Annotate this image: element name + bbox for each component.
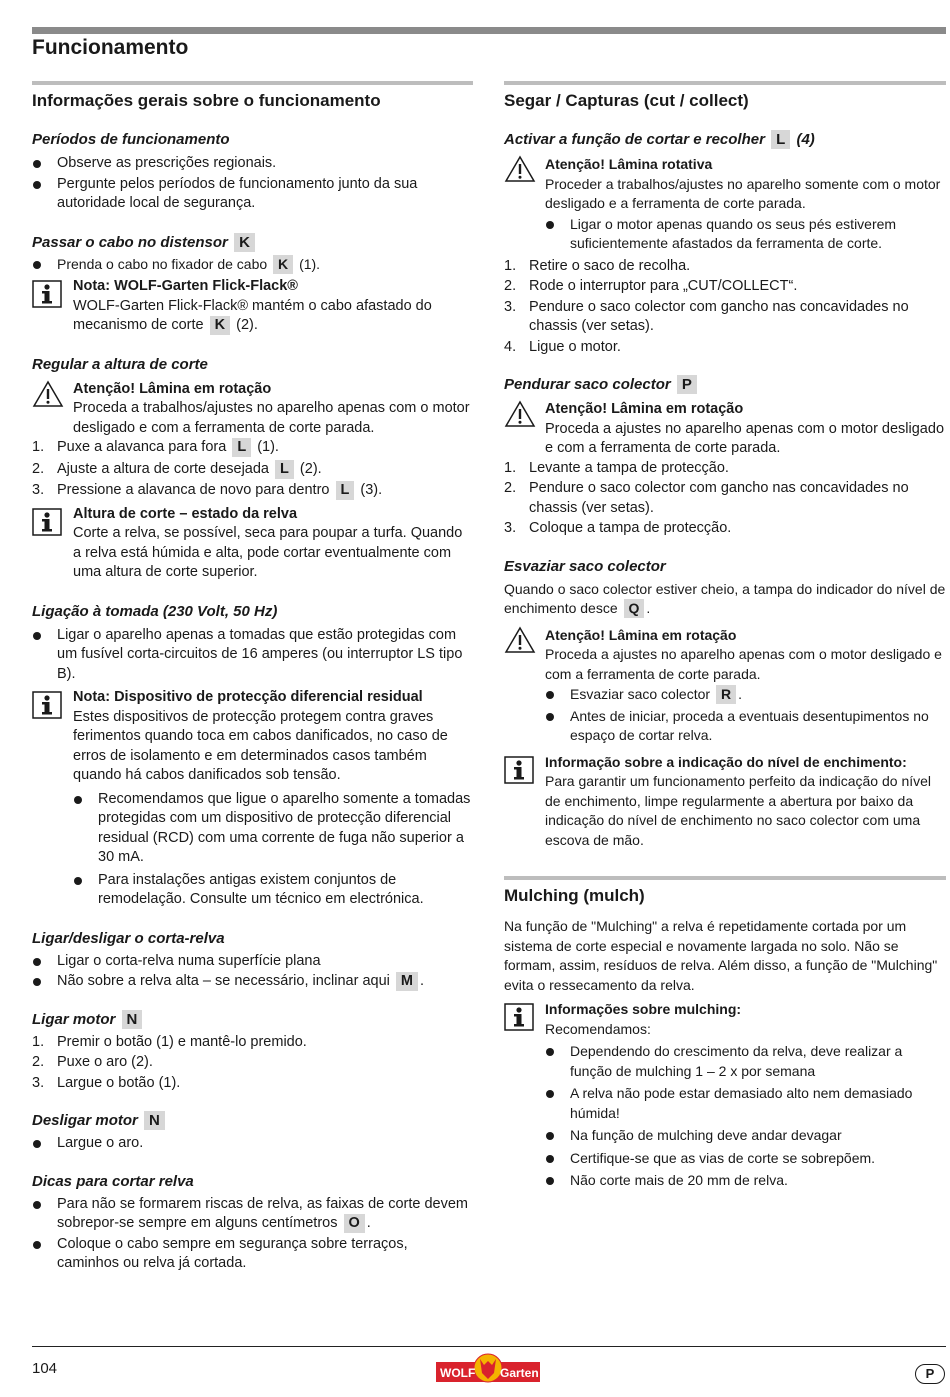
figure-key: L bbox=[771, 130, 790, 149]
step-text: Ligue o motor. bbox=[529, 338, 621, 355]
item-suffix: (1). bbox=[299, 255, 321, 272]
step bbox=[504, 459, 946, 479]
warning-title: Atenção! Lâmina em rotação bbox=[545, 626, 737, 643]
heading-cable bbox=[32, 233, 473, 253]
list-item: Para instalações antigas existem conjuntos de remodelação. Consulte um técnico em electrónica. bbox=[73, 871, 473, 910]
step-number: 3. bbox=[32, 1074, 45, 1091]
info-note bbox=[32, 277, 473, 336]
info-icon bbox=[504, 1003, 534, 1031]
item-text: Não sobre a relva alta – se necessário, inclinar aqui bbox=[57, 973, 390, 989]
footer-rule bbox=[32, 1346, 946, 1347]
list-item: Ligar o motor apenas quando os seus pés estiverem suficientemente afastados da ferramenta de corte. bbox=[545, 215, 946, 254]
section-title-cut-collect: Segar / Capturas (cut / collect) bbox=[504, 91, 749, 110]
note-title: Nota: Dispositivo de protecção diferencial residual bbox=[73, 689, 423, 705]
step bbox=[32, 1033, 473, 1053]
item-text: Para não se formarem riscas de relva, as faixas de corte devem sobrepor-se sempre em alguns centímetros bbox=[57, 1195, 469, 1231]
info-icon bbox=[32, 280, 62, 308]
info-icon bbox=[32, 691, 62, 719]
item-text: Prenda o cabo no fixador de cabo bbox=[57, 255, 268, 272]
step-number: 2. bbox=[504, 278, 517, 294]
list-item: Dependendo do crescimento da relva, deve realizar a função de mulching 1 – 2 x por semana bbox=[545, 1042, 946, 1081]
note-title: Altura de corte – estado da relva bbox=[73, 505, 298, 522]
figure-key: N bbox=[122, 1010, 143, 1029]
figure-key: L bbox=[336, 481, 355, 500]
step-text: Premir o botão (1) e mantê-lo premido. bbox=[57, 1033, 307, 1050]
info-note bbox=[504, 1000, 946, 1191]
step-text: Pressione a alavanca de novo para dentro bbox=[57, 482, 330, 498]
step bbox=[504, 257, 946, 277]
note-text: Estes dispositivos de protecção protegem contra graves ferimentos quando toca em cabos danificados, no caso de erros de isolamento e em determinados casos também quando há cabos danificados sob tensão. bbox=[73, 708, 448, 783]
note-text: WOLF-Garten Flick-Flack® mantém o cabo afastado do mecanismo de corte bbox=[73, 297, 432, 333]
step bbox=[504, 338, 946, 358]
step bbox=[32, 438, 473, 458]
list-item: Ligar o aparelho apenas a tomadas que estão protegidas com um fusível corta-circuitos de 16 amperes (ou interruptor LS tipo B). bbox=[32, 626, 473, 685]
language-badge: P bbox=[915, 1364, 945, 1384]
note-suffix: (2). bbox=[236, 317, 258, 333]
header-rule bbox=[32, 27, 946, 34]
step-number: 2. bbox=[32, 1054, 45, 1070]
step-text: Levante a tampa de protecção. bbox=[529, 459, 729, 476]
heading-tips: Dicas para cortar relva bbox=[32, 1172, 194, 1190]
step-number: 1. bbox=[504, 459, 517, 476]
heading-suffix: (4) bbox=[796, 131, 815, 148]
step-suffix: (1). bbox=[257, 439, 279, 455]
figure-key: L bbox=[275, 460, 294, 479]
heading-hang-bag bbox=[504, 375, 946, 395]
figure-key: O bbox=[344, 1214, 365, 1233]
step bbox=[32, 1074, 473, 1094]
step-number: 2. bbox=[32, 460, 45, 477]
heading-on-off: Ligar/desligar o corta-relva bbox=[32, 929, 225, 947]
heading-text: Pendurar saco colector bbox=[504, 376, 671, 393]
paragraph: Na função de "Mulching" a relva é repetidamente cortada por um sistema de corte especial e novamente largada no solo. Não se formam, assim, resíduos de relva. Além disso, a função de "Mulching" evita o ressecamento da relva. bbox=[504, 918, 938, 993]
step bbox=[504, 519, 946, 539]
step-text: Pendure o saco colector com gancho nas concavidades no chassis (ver setas). bbox=[529, 480, 909, 516]
warning-text: Proceda a ajustes no aparelho apenas com o motor desligado e com a ferramenta de corte parada. bbox=[545, 420, 945, 456]
heading-periods: Períodos de funcionamento bbox=[32, 131, 230, 148]
heading-stop-motor bbox=[32, 1111, 473, 1131]
paragraph-text: Quando o saco colector estiver cheio, a tampa do indicador do nível de enchimento desce bbox=[504, 580, 946, 616]
info-note bbox=[32, 505, 473, 583]
item-suffix: . bbox=[366, 1215, 371, 1231]
heading-text: Activar a função de cortar e recolher bbox=[504, 131, 765, 148]
step-text: Ajuste a altura de corte desejada bbox=[57, 460, 269, 477]
page-number: 104 bbox=[32, 1360, 58, 1377]
heading-text: Ligar motor bbox=[32, 1010, 116, 1028]
note-text: Para garantir um funcionamento perfeito da indicação do nível de enchimento, limpe regularmente a abertura por baixo da indicação do nível de enchimento no saco colector com uma escova de mão. bbox=[545, 773, 932, 848]
step-text: Rode o interruptor para „CUT/COLLECT“. bbox=[529, 278, 798, 294]
wolf-garten-logo bbox=[436, 1353, 540, 1385]
right-column bbox=[504, 81, 946, 1191]
step-number: 1. bbox=[32, 439, 45, 455]
heading-text: Desligar motor bbox=[32, 1112, 138, 1129]
list-item: Largue o aro. bbox=[32, 1134, 473, 1154]
step-text: Largue o botão (1). bbox=[57, 1074, 181, 1091]
heading-text: Passar o cabo no distensor bbox=[32, 233, 228, 251]
list-item bbox=[32, 972, 473, 992]
info-icon bbox=[504, 756, 534, 784]
step-suffix: (3). bbox=[360, 482, 383, 498]
section-rule bbox=[504, 81, 946, 85]
note-title: Nota: WOLF-Garten Flick-Flack® bbox=[73, 278, 298, 294]
heading-activate bbox=[504, 130, 946, 150]
paragraph bbox=[504, 580, 946, 619]
item-text: Esvaziar saco colector bbox=[570, 686, 711, 702]
list-item bbox=[32, 255, 473, 275]
list-item: Ligar o corta-relva numa superfície plana bbox=[32, 952, 473, 972]
step-number: 3. bbox=[32, 482, 45, 498]
list-item: Pergunte pelos períodos de funcionamento junto da sua autoridade local de segurança. bbox=[32, 175, 473, 214]
heading-empty-bag: Esvaziar saco colector bbox=[504, 557, 666, 575]
list-item: Na função de mulching deve andar devagar bbox=[545, 1126, 946, 1146]
step bbox=[32, 1053, 473, 1073]
page-title: Funcionamento bbox=[32, 36, 189, 59]
list-item: Observe as prescrições regionais. bbox=[32, 154, 473, 174]
note-title: Informação sobre a indicação do nível de enchimento: bbox=[545, 753, 907, 770]
step-number: 2. bbox=[504, 480, 517, 496]
warning-title: Atenção! Lâmina rotativa bbox=[545, 156, 713, 172]
list-item bbox=[545, 685, 946, 705]
info-note bbox=[504, 753, 946, 851]
section-title-mulching: Mulching (mulch) bbox=[504, 886, 645, 905]
step-text: Puxe o aro (2). bbox=[57, 1054, 153, 1070]
list-item: Certifique-se que as vias de corte se sobrepõem. bbox=[545, 1149, 946, 1169]
warning-text: Proceder a trabalhos/ajustes no aparelho somente com o motor desligado e a ferramenta de corte parada. bbox=[545, 175, 941, 211]
figure-key: Q bbox=[624, 599, 645, 618]
warning-title: Atenção! Lâmina em rotação bbox=[545, 401, 744, 417]
step-number: 1. bbox=[504, 257, 517, 274]
list-item: Recomendamos que ligue o aparelho somente a tomadas protegidas com um dispositivo de protecção diferencial residual (RCD) com uma corrente de fuga não superior a 30 mA. bbox=[73, 790, 473, 868]
paragraph-suffix: . bbox=[646, 600, 651, 616]
warning-icon bbox=[504, 400, 536, 428]
left-column bbox=[32, 81, 473, 1274]
step bbox=[504, 298, 946, 337]
heading-cut-height: Regular a altura de corte bbox=[32, 355, 208, 373]
warning-note bbox=[504, 155, 946, 254]
note-title: Informações sobre mulching: bbox=[545, 1001, 742, 1017]
warning-text: Proceda a trabalhos/ajustes no aparelho apenas com o motor desligado e com a ferramenta de corte parada. bbox=[73, 400, 470, 436]
list-item bbox=[32, 1195, 473, 1234]
list-item: A relva não pode estar demasiado alto nem demasiado húmida! bbox=[545, 1084, 946, 1123]
figure-key: K bbox=[273, 255, 293, 274]
step bbox=[32, 460, 473, 480]
list-item: Coloque o cabo sempre em segurança sobre terraços, caminhos ou relva já cortada. bbox=[32, 1235, 473, 1274]
step bbox=[32, 481, 473, 501]
warning-note bbox=[32, 380, 473, 439]
section-rule bbox=[32, 81, 473, 85]
section-rule bbox=[504, 876, 946, 880]
info-note bbox=[32, 688, 473, 910]
note-text: Corte a relva, se possível, seca para poupar a turfa. Quando a relva está húmida e alta, pode cortar eventualmente com uma altura de corte superior. bbox=[73, 525, 463, 580]
warning-title: Atenção! Lâmina em rotação bbox=[73, 380, 272, 397]
step-text: Coloque a tampa de protecção. bbox=[529, 520, 732, 536]
step-text: Pendure o saco colector com gancho nas concavidades no chassis (ver setas). bbox=[529, 298, 909, 334]
figure-key: N bbox=[144, 1111, 165, 1130]
step-number: 4. bbox=[504, 338, 517, 355]
note-intro: Recomendamos: bbox=[545, 1020, 651, 1037]
step-number: 3. bbox=[504, 520, 517, 536]
warning-note bbox=[504, 400, 946, 459]
figure-key: M bbox=[396, 972, 418, 991]
svg-text:WOLF: WOLF bbox=[440, 1366, 476, 1380]
figure-key: R bbox=[716, 685, 736, 704]
figure-key: K bbox=[234, 233, 255, 252]
step bbox=[504, 277, 946, 297]
warning-icon bbox=[504, 155, 536, 183]
step-number: 1. bbox=[32, 1033, 45, 1050]
step-text: Retire o saco de recolha. bbox=[529, 257, 691, 274]
item-suffix: . bbox=[738, 686, 742, 702]
heading-start-motor bbox=[32, 1010, 473, 1030]
step-number: 3. bbox=[504, 298, 517, 315]
svg-text:Garten: Garten bbox=[500, 1366, 539, 1380]
warning-icon bbox=[504, 626, 536, 654]
info-icon bbox=[32, 508, 62, 536]
warning-icon bbox=[32, 380, 64, 408]
section-title-general: Informações gerais sobre o funcionamento bbox=[32, 91, 381, 110]
warning-text: Proceda a ajustes no aparelho apenas com o motor desligado e com a ferramenta de corte parada. bbox=[545, 646, 942, 682]
list-item: Antes de iniciar, proceda a eventuais desentupimentos no espaço de cortar relva. bbox=[545, 707, 946, 746]
figure-key: P bbox=[677, 375, 697, 394]
warning-note bbox=[504, 626, 946, 746]
note-body bbox=[73, 297, 473, 336]
heading-power: Ligação à tomada (230 Volt, 50 Hz) bbox=[32, 602, 278, 620]
step bbox=[504, 479, 946, 518]
figure-key: L bbox=[232, 438, 251, 457]
step-suffix: (2). bbox=[299, 460, 322, 477]
list-item: Não corte mais de 20 mm de relva. bbox=[545, 1171, 946, 1191]
step-text: Puxe a alavanca para fora bbox=[57, 439, 227, 455]
figure-key: K bbox=[210, 316, 230, 335]
item-suffix: . bbox=[420, 973, 425, 989]
